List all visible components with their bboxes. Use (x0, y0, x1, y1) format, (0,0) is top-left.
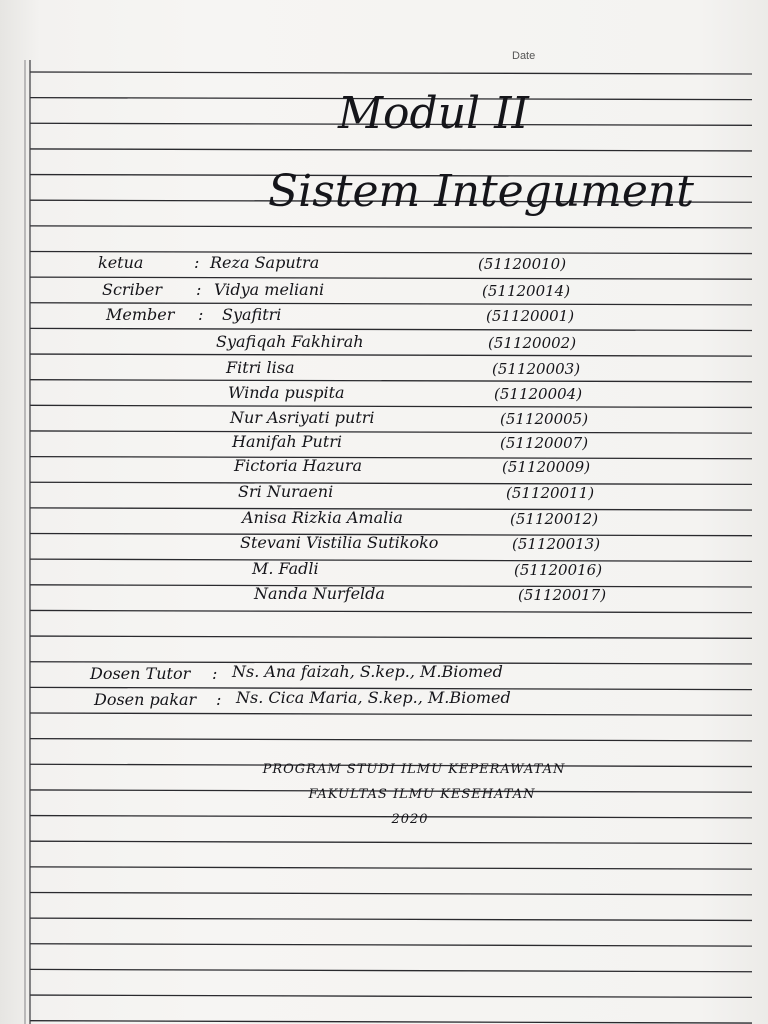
fakultas: FAKULTAS ILMU KESEHATAN (308, 787, 536, 802)
member-nim: (51120010) (478, 255, 567, 273)
member-nim: (51120013) (512, 535, 601, 553)
member-name: Syafiqah Fakhirah (216, 332, 364, 351)
member-name: Sri Nuraeni (238, 482, 334, 501)
member-name: Vidya meliani (214, 280, 325, 299)
member-separator: : (194, 253, 200, 272)
dosen-tutor-label: Dosen Tutor (90, 664, 191, 683)
dosen-pakar-label: Dosen pakar (94, 690, 197, 709)
member-separator: : (196, 280, 202, 299)
member-name: Anisa Rizkia Amalia (242, 508, 403, 527)
member-name: Winda puspita (228, 383, 345, 402)
date-label: Date (512, 50, 536, 62)
member-nim: (51120005) (500, 410, 589, 428)
year: 2020 (391, 812, 429, 827)
program-studi: PROGRAM STUDI ILMU KEPERAWATAN (262, 762, 566, 777)
member-nim: (51120016) (514, 561, 603, 579)
member-nim: (51120012) (510, 510, 599, 528)
member-name: Stevani Vistilia Sutikoko (240, 533, 439, 552)
title-modul: Modul II (338, 88, 529, 139)
member-nim: (51120001) (486, 307, 575, 325)
member-name: Hanifah Putri (232, 432, 343, 451)
member-nim: (51120014) (482, 282, 571, 300)
member-name: Nur Asriyati putri (230, 408, 375, 427)
member-nim: (51120009) (502, 458, 591, 476)
member-name: Fictoria Hazura (234, 456, 363, 475)
dosen-tutor-separator: : (212, 664, 218, 683)
member-nim: (51120002) (488, 334, 577, 352)
member-separator: : (198, 305, 204, 324)
dosen-tutor-value: Ns. Ana faizah, S.kep., M.Biomed (232, 662, 503, 681)
member-nim: (51120004) (494, 385, 583, 403)
member-role: ketua (98, 253, 144, 272)
member-name: Syafitri (222, 305, 282, 324)
member-role: Scriber (102, 280, 163, 299)
member-role: Member (106, 305, 175, 324)
member-nim: (51120011) (506, 484, 595, 502)
member-name: Fitri lisa (226, 358, 295, 377)
member-nim: (51120003) (492, 360, 581, 378)
member-name: Nanda Nurfelda (254, 584, 385, 603)
dosen-pakar-separator: : (216, 690, 222, 709)
title-sistem: Sistem Integument (268, 166, 694, 217)
member-nim: (51120007) (500, 434, 589, 452)
dosen-pakar-value: Ns. Cica Maria, S.kep., M.Biomed (236, 688, 511, 707)
member-name: M. Fadli (252, 559, 319, 578)
member-name: Reza Saputra (210, 253, 320, 272)
member-nim: (51120017) (518, 586, 607, 604)
